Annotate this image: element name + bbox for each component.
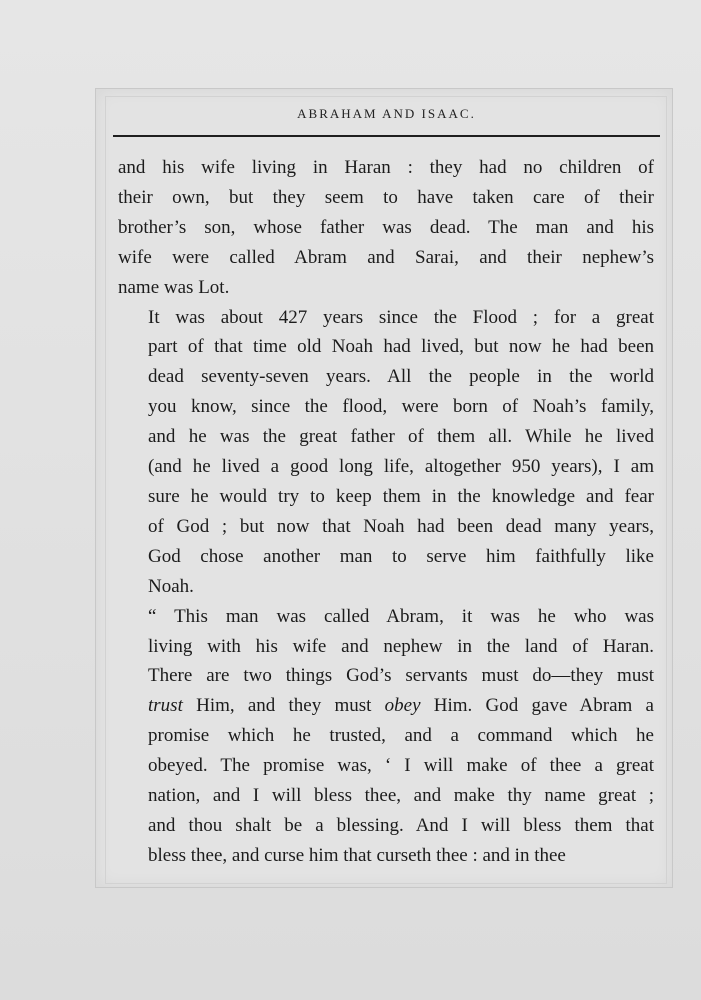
text-line: bless thee, and curse him that curseth thee : and in thee (148, 844, 566, 866)
page-body (118, 153, 654, 871)
paragraph (118, 602, 654, 871)
text-line: living with his wife and nephew in the land of Haran. (148, 635, 654, 657)
text-line: dead seventy-seven years. All the people in the world (148, 366, 654, 388)
text-line: and his wife living in Haran : they had no children of (118, 157, 654, 178)
text-line: of God ; but now that Noah had been dead many years, (148, 515, 654, 537)
text-line: and thou shalt be a blessing. And I will bless them that (148, 814, 654, 836)
paragraph (118, 153, 654, 303)
text-line: obeyed. The promise was, ‘ I will make of thee a great (148, 755, 654, 777)
text-line: nation, and I will bless thee, and make thy name great ; (148, 785, 654, 807)
text-line: trust Him, and they must obey Him. God gave Abram a (148, 695, 654, 717)
paragraph (118, 303, 654, 602)
text-line: There are two things God’s servants must do—they must (148, 665, 654, 687)
text-line: you know, since the flood, were born of Noah’s family, (148, 396, 654, 418)
text-line: sure he would try to keep them in the knowledge and fear (148, 485, 654, 507)
text-line: promise which he trusted, and a command which he (148, 725, 654, 747)
text-line: wife were called Abram and Sarai, and their nephew’s (118, 246, 654, 268)
italic-word: obey (384, 695, 421, 717)
text-line: (and he lived a good long life, altogether 950 years), I am (148, 456, 654, 478)
text-line: part of that time old Noah had lived, but now he had been (148, 336, 654, 358)
running-head: ABRAHAM AND ISAAC. (297, 106, 476, 121)
header-rule (113, 135, 660, 137)
text-line: and he was the great father of them all. While he lived (148, 426, 654, 448)
text-line: It was about 427 years since the Flood ; for a great (148, 306, 654, 328)
text-line: brother’s son, whose father was dead. The man and his (118, 216, 654, 238)
text-line: name was Lot. (118, 276, 230, 298)
text-line: “ This man was called Abram, it was he who was (148, 605, 654, 627)
italic-word: trust (148, 695, 183, 717)
text-line: God chose another man to serve him faithfully like (148, 545, 654, 567)
text-line: Noah. (148, 575, 194, 597)
text-line: their own, but they seem to have taken care of their (118, 186, 654, 208)
